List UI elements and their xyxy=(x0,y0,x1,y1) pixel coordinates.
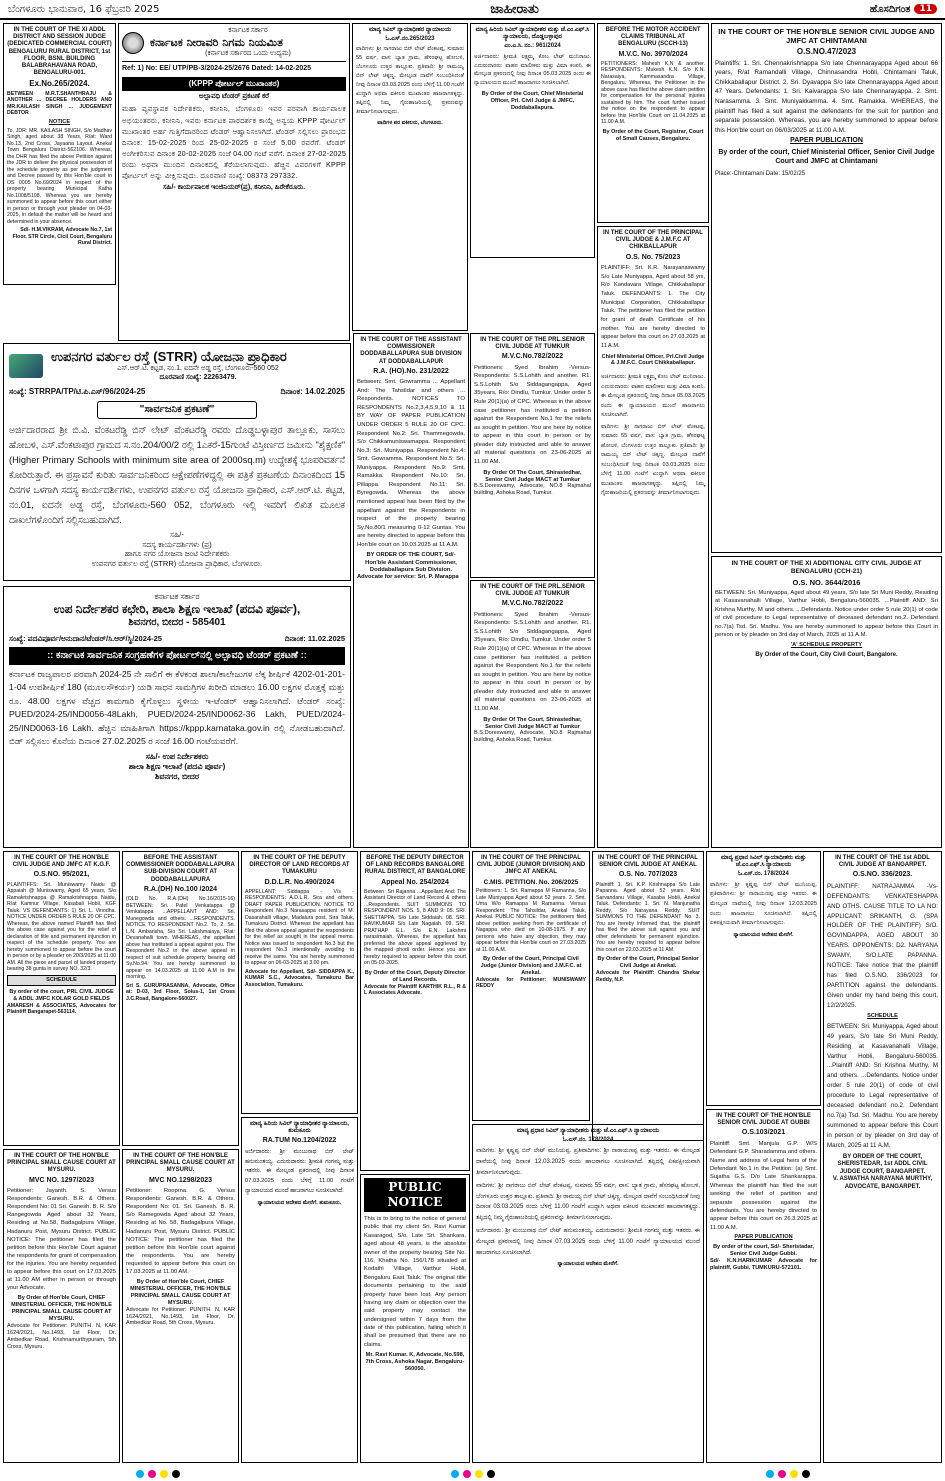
advocate: Advocate for Plaintiff: Chandra Shekar Reddy, N.P. xyxy=(596,970,700,983)
ad-body: This is to bring to the notice of general public that my client Sri. Ravi Kumar Kasaragod, S/o. Late Sri. Shankara, aged about 48 years, is the absolute owner of the property bearing Site No. 116, Khatha No. 156/178 situated at Kodathi Village, Varthur Hobli, Bengaluru East Taluk. The original title documents pertaining to the said property have been lost. Any person having any claim or objection over the said property may contact the undersigned within 7 days from the date of this publication, failing which it shall be presumed that there are no claims. xyxy=(364,1216,466,1348)
ad-bangarpet xyxy=(823,851,942,1463)
ad-tumkur-mvc xyxy=(470,333,595,578)
signature: Chief Ministerial Officer, Prl.Civil Judge & J.M.F.C. Court Chikkaballapur. xyxy=(601,353,705,367)
ad-mysuru-mvc-1 xyxy=(3,1149,120,1463)
case-number: RA.TUM No.1204/2022 xyxy=(262,1137,337,1145)
yellow-dot xyxy=(475,1470,483,1478)
strr-logo-icon xyxy=(9,354,43,378)
advocate: AMARESH & ASSOCIATES, Advocates for Plaintiff Bangarapet-563114. xyxy=(7,1002,116,1015)
cyan-dot xyxy=(766,1470,774,1478)
signature: By order of the court, Sd/- Sheristadar, Senior Civil Judge Gubbi. xyxy=(713,1244,814,1257)
ad-body: Plaintiff: 1. Sri. K.P. Krishnappa S/o Late Papanna. Aged about 52 years. R/at Sarvandanu Village, Kasaba Hobli, Anekal Taluk. Defendants: 1. Sri. N. Manjunatha Reddy, S/o Narayana Reddy. SUIT SUMMONS TO THE DEFENDANT No. 3. You are hereby informed that, the plaintiff has filed the above suit against you and other defendants for permanent injunction. You are hereby required to appear before this court on 22.03.2025 at 11 AM. xyxy=(596,881,700,953)
ad-body: Plaintiffs: 1. Sri. Chennakrishnappa S/o late Chennarayappa Aged about 66 years, R/at Ramandalli Village, Chinnasandra Hobli, Chintamani Taluk, Chikkaballapur District. 2. Sri. Dyavappa S/o late Chennarayappa Aged about 47 Years. Defendants: 1. Sri. Kaivarappa S/o late Chennarayappa. 2. Smt. Narasamma. 3. Smt. Muniyakkamma. 4. Smt. Ramakka. WHEREAS, the plaintiff has filed a suit against the defendants for the suit for partition and separate possession. Whereas, you are hereby summoned to appear before this Hon'ble court on 06/03/2025 at 11.00 A.M. xyxy=(715,59,938,134)
advocate: B.S.Doreswamy, Advocate, NO.8 Rajmahal building, Ashoka Road, Tumkur. xyxy=(474,483,591,497)
sign-line-2: ಶಾಲಾ ಶಿಕ್ಷಣ ಇಲಾಖೆ (ಪದವಿ ಪೂರ್ವ) xyxy=(128,761,226,771)
case-number: MVC NO. 1297/2023 xyxy=(29,1176,94,1184)
masthead xyxy=(0,0,945,20)
signature: By Order of the Court, Registrar, Court of Small Causes, Bengaluru. xyxy=(602,128,704,142)
paper-name xyxy=(870,4,937,15)
magenta-dot xyxy=(778,1470,786,1478)
case-number: O.S.NO.47/2023 xyxy=(796,47,857,56)
public-notice-banner: "ಸಾರ್ವಜನಿಕ ಪ್ರಕಟಣೆ" xyxy=(97,401,257,420)
sign-line-4: ಉಪನಗರ ವರ್ತುಲ ರಸ್ತೆ (STRR) ಯೋಜನಾ ಪ್ರಾಧಿಕಾರ, ಬೆಂಗಳೂರು. xyxy=(91,558,263,568)
tender-heading: (KPPP ಪೋರ್ಟಲ್ ಮುಖಾಂತರ) xyxy=(122,77,346,91)
ad-body: ವಾದಿಗಳು: ಶ್ರೀ ನಾಗರಾಜು ಬಿನ್ ಲೇಟ್ ವೆಂಕಟಪ್ಪ, ಸುಮಾರು 55 ವರ್ಷ, ವಾಸ: ಬ್ಯಾತ ಗ್ರಾಮ, ಹೆಸರಘಟ್ಟ ಹೋಬಳಿ, ಬೆಂಗಳೂರು ಉತ್ತರ ತಾಲ್ಲೂಕು. ಪ್ರತಿವಾದಿ: ಶ್ರೀ ರಾಮಯ್ಯ ಬಿನ್ ಲೇಟ್ ಚಿಕ್ಕಣ್ಣ. ಮೇಲ್ಕಂಡ ದಾವೆಗೆ ಸಂಬಂಧಿಸಿದಂತೆ ನೀವು ದಿನಾಂಕ 03.03.2025 ರಂದು ಬೆಳಿಗ್ಗೆ 11.00 ಗಂಟೆಗೆ ಖುದ್ದಾಗಿ ಅಥವಾ ವಕೀಲರ ಮುಖಾಂತರ ಹಾಜರಾಗತಕ್ಕದ್ದು. ತಪ್ಪಿದಲ್ಲಿ ನಿಮ್ಮ ಗೈರುಹಾಜರಿಯಲ್ಲಿ ಪ್ರಕರಣವನ್ನು ತೀರ್ಮಾನಿಸಲಾಗುವುದು. xyxy=(356,46,465,115)
ref-number: ಸಂಖ್ಯೆ: ಪದವಿಪೂರ್ವ/ಅನುದಾನ/ಟೆಂಡರ್/ಸಿ.ಆರ್/ಸ್ಥಿ/2024-25 xyxy=(9,633,162,643)
parties: BETWEEN M.R.T.SHANTHRAJU & ANOTHER ... DECREE HOLDERS AND MR.KAILASH SINGH ... JUDGEMENT DEBTOR xyxy=(7,90,112,117)
case-number: ಓ.ಎಸ್.ನಂ.265/2023 xyxy=(385,36,435,43)
ad-body: Plaintiff: Smt. Manjula G.P. W/S Defendant G.P. Sharadamma and others. Name and address of Legal heirs of the Defendant No.1 in the Petition: (a) Smt. Sujatha G.S. D/o Late Shankarappa. Whereas the plaintiff has filed the suit seeking the relief of partition and separate possession against the defendants. You are hereby directed to appear before this court on 26.3.2025 at 11.00 A.M. xyxy=(710,1140,817,1231)
ad-ddlr-bangalore-rural xyxy=(360,851,470,1171)
ad-body: PLAINTIFF: Sri. K.R. Narayanaswamy S/o Late Muniyappa, Aged about 58 yrs, R/o Kandavara Village, Chikkaballapur Taluk. DEFENDANTS: 1. The City Municipal Corporation, Chikkaballapur Taluk. The petitioner has filed the petition for grant of death Certificate of his mother. You are hereby directed to appear before this court on 27.03.2025 at 11 A.M. xyxy=(601,264,705,349)
ref-number: ಸಂಖ್ಯೆ: STRRPA/TP/ಟಿ.ಪಿ.ಎಸ್/96/2024-25 xyxy=(9,386,146,396)
ad-header: IN THE COURT OF THE ASSISTANT COMMISSIONER DODDABALLAPURA SUB DIVISION AT DODDABALLAPUR xyxy=(360,337,462,365)
ad-body: Petitioner: Rooprna. G. Versus Respondents: Ganesh. B.R. & Others. Respondent No: 01. Sri. Ganesh. B. R. S/o Ramegowda Aged about 32 Years, Residing at No. 58, Badagalpura Village, Hadanuru Post, Mysuru District. PUBLIC NOTICE: The petitioner has filed the petition before this Hon'ble court against the respondents. You are hereby requested to appear before this court on 17.03.2025 at 11.00 AM. xyxy=(126,1187,235,1276)
ad-header: IN THE COURT OF THE DEPUTY DIRECTOR OF LAND RECORDS AT TUMAKURU xyxy=(249,855,350,876)
signature: By Order of the Court, City Civil Court, Bangalore. xyxy=(755,651,898,658)
ad-ddlr-tumakuru xyxy=(241,851,358,1114)
magenta-dot xyxy=(463,1470,471,1478)
ad-anekal-os xyxy=(592,851,704,1141)
ad-anekal-cmis xyxy=(472,851,590,1121)
advocate: Advocate for Appellant, Sd/- SIDDAPPA K., KUMAR S.C., Advocates, Tumakuru Bar Association, Tumakuru. xyxy=(245,968,354,988)
ad-body: PLAINTIFF: NATRAJAMMA -Vs- DEFENDANTS: VENKATESHAPPA AND OTHS. CAUSE TITLE TO LA NO: APPLICANT: SRIKANTH, G. (SPA HOLDER OF THE PLAINTIFF) S/O. GOVINDAPPA, AGED ABOUT 30 YEARS. OPPONENTS: D2. NARYANA SWAMY, S/O.LATE PAPANNA. NOTICE: Take notice that the plaintiff has filed O.S.NO. 336/2023 for PARTITION against the defendants. Given under my hand being this court, 12/2/2025. xyxy=(827,882,938,1009)
black-dot xyxy=(172,1470,180,1478)
ad-kannada-tumakuru xyxy=(241,1117,358,1463)
case-number: O.S. No. 75/2023 xyxy=(625,253,681,261)
signature: By Order of the Court, Principal Civil Judge (Junior Division) and J.M.F.C. at Anekal. xyxy=(480,956,582,977)
ad-body: Petitioners: Syed Ibrahim -Versus- Respondents: S.S.Lohith and another. R1. S.S.Lohith S/o Siddagangappa, Aged 35years, R/o: Dindlu, Tumkur. Under order 5 Rule 20(1)(a) of CPC. Whereas in the above case petitioner has instituted a petition against the Respondent No.1 for the reliefs as sought in petition. You are here by notice to appear in this court in person or by pleader duly instructed and able to answer all material questions on 23-06-2025 at 11.00 AM. xyxy=(474,611,591,712)
ad-kgf-court xyxy=(3,851,120,1146)
cyan-dot xyxy=(136,1470,144,1478)
ad-body: ಅರ್ಜಿದಾರರಾದ ಶ್ರೀ ಬಿ.ವಿ. ವೆಂಕಟರೆಡ್ಡಿ ಬಿನ್ ಲೇಟ್ ವೆಂಕಟರೆಡ್ಡಿ ರವರು ದೊಡ್ಡಬಳ್ಳಾಪುರ ತಾಲ್ಲೂಕು, ಸಾಸಲು ಹೋಬಳಿ, ಎಸ್.ವೆಂಕಟಾಪುರ ಗ್ರಾಮದ ಸ.ನಂ.204/00/2 ರಲ್ಲಿ 1ಎಕರೆ-15ಗುಂಟೆ ವಿಸ್ತೀರ್ಣದ ಜಮೀನು "ಶೈಕ್ಷಣಿಕ" (Higher Primary Schools with minimum site area of 2000sq.m) ಉದ್ದೇಶಕ್ಕೆ ಭೂಪರಿವರ್ತನೆ ಕೋರಿರುತ್ತಾರೆ. ಈ ಪ್ರಸ್ತಾವನೆ ಕುರಿತು ಸಾರ್ವಜನಿಕರಿಂದ ಆಕ್ಷೇಪಣೆಗಳಿದ್ದಲ್ಲಿ ಈ ಪತ್ರಿಕೆ ಪ್ರಕಟಣೆಯ ದಿನಾಂಕದಿಂದ 15 ದಿನಗಳ ಒಳಗಾಗಿ ಸದಸ್ಯ ಕಾರ್ಯದರ್ಶಿಗಳು, ಉಪನಗರ ವರ್ತುಲ ರಸ್ತೆ ಯೋಜನಾ ಪ್ರಾಧಿಕಾರ, ಎಸ್.ಆರ್.ಟಿ. ಕಟ್ಟಡ, ನಂ.01, ಐದನೇ ಅಡ್ಡ ರಸ್ತೆ, ಬೆಂಗಳೂರು-560 052, ಬೆಂಗಳೂರು ಇಲ್ಲಿ ಇವರಿಗೆ ಲಿಖಿತ ಮೂಲಕ ದಾಖಲೆಗಳೊಂದಿಗೆ ಸಲ್ಲಿಸಬಹುದಾಗಿದೆ. xyxy=(9,425,345,525)
case-number: ಓ.ಎಸ್.ನಂ. 178/2024 xyxy=(738,871,789,878)
ad-body: ಅರ್ಜಿದಾರರು: ಶ್ರೀಮತಿ ಲಕ್ಷ್ಮಮ್ಮ ಕೋಂ ಲೇಟ್ ಮುನಿರಾಜು. ಎದುರುದಾರರು: ವಾಹನ ಮಾಲೀಕರು ಮತ್ತು ವಿಮಾ ಕಂಪನಿ. ಈ ಮೇಲ್ಕಂಡ ಪ್ರಕರಣದಲ್ಲಿ ನೀವು ದಿನಾಂಕ 05.03.2025 ರಂದು ಈ ನ್ಯಾಯಾಲಯದ ಮುಂದೆ ಹಾಜರಾಗಲು ಸೂಚಿಸಲಾಗಿದೆ. xyxy=(474,53,591,87)
state-emblem-icon xyxy=(122,32,144,54)
ref-date: ದಿನಾಂಕ: 11.02.2025 xyxy=(284,633,345,643)
case-number: MVC NO.1298/2023 xyxy=(148,1176,213,1184)
advocate: Advocate for service: Sri. P. Marappa xyxy=(357,574,459,581)
org-subtitle: (ಕರ್ನಾಟಕ ಸರ್ಕಾರದ ಒಂದು ಉದ್ಯಮ) xyxy=(205,49,291,57)
ad-body: Between: Sri Rajanna ...Appellant And: The Assistant Director of Land Record & others ...Respondents. SUIT SUMMONS TO RESPONDENT NOS. 5, 8 AND 9: 05. SRI. SHETTAPPA, S/o Late Siddaiah. 08. SRI. RAVIKUMAR S/o Late Nagaiah. 09. SRI. PRATHAP E.L. S/o E.N. Lakshmi narasimaiah. Whereas, the appellant has preferred the above appeal aggrieved by the mapped phodi order. Hence you are hereby required to appear before this court on 05-03-2025. xyxy=(364,888,466,967)
ad-court-kolar xyxy=(3,23,116,285)
signature: By Order of the Court, Chief Ministerial Officer, Prl. Civil Judge & JMFC, Doddaballapura. xyxy=(481,91,584,112)
tender-sub: ಅಲ್ಪಾವಧಿ ಟೆಂಡರ್ ಪ್ರಕಟಣೆ ಕರೆ xyxy=(198,93,270,100)
ad-header: IN THE COURT OF THE XI ADDITIONAL CITY CIVIL JUDGE AT BENGALURU (CCH-21) xyxy=(731,560,922,575)
advocate: Advocate for Petitioner: PUNITH. N, KAR 1624/2021, No.1493, 1st Floor, Dr. Ambedkar Road, 5th Cross, Mysuru. xyxy=(126,1306,235,1327)
ad-gubbi xyxy=(706,1109,821,1463)
signature: ನ್ಯಾಯಾಲಯದ ಆದೇಶದ ಮೇರೆಗೆ. xyxy=(557,1261,619,1268)
cmyk-dots-center xyxy=(451,1470,495,1478)
cyan-dot xyxy=(451,1470,459,1478)
gov-label: ಕರ್ನಾಟಕ ಸರ್ಕಾರ xyxy=(154,592,200,601)
ad-body-extra-2: ವಾದಿಗಳು: ಶ್ರೀ ನಾಗರಾಜು ಬಿನ್ ಲೇಟ್ ವೆಂಕಟಪ್ಪ, ಸುಮಾರು 55 ವರ್ಷ, ವಾಸ: ಬ್ಯಾತ ಗ್ರಾಮ, ಹೆಸರಘಟ್ಟ ಹೋಬಳಿ, ಬೆಂಗಳೂರು ಉತ್ತರ ತಾಲ್ಲೂಕು. ಪ್ರತಿವಾದಿ: ಶ್ರೀ ರಾಮಯ್ಯ ಬಿನ್ ಲೇಟ್ ಚಿಕ್ಕಣ್ಣ. ಮೇಲ್ಕಂಡ ದಾವೆಗೆ ಸಂಬಂಧಿಸಿದಂತೆ ನೀವು ದಿನಾಂಕ 03.03.2025 ರಂದು ಬೆಳಿಗ್ಗೆ 11.00 ಗಂಟೆಗೆ ಖುದ್ದಾಗಿ ಅಥವಾ ವಕೀಲರ ಮುಖಾಂತರ ಹಾಜರಾಗತಕ್ಕದ್ದು. ತಪ್ಪಿದಲ್ಲಿ ನಿಮ್ಮ ಗೈರುಹಾಜರಿಯಲ್ಲಿ ಪ್ರಕರಣವನ್ನು ತೀರ್ಮಾನಿಸಲಾಗುವುದು. xyxy=(601,423,705,497)
ad-body: BETWEEN: Sri. Muniyappa, Aged about 49 years, S/o late Sri Muni Reddy, Residing at Kasavanahalli Village, Varthur Hobli, Bengaluru-560035. ...Plaintiff AND: Sri Krishna Murthy, M and others. ...Defendants. Notice under order 5 rule 20(1) of code of civil procedure to Legal representative of deceased defendant no.2. Defendant no.7(a) Tsd. Sri. Madhu. You are hereby summoned to appear before this Court in person or by pleader on 3rd day of March, 2025 at 11 A.M. xyxy=(715,589,938,639)
sign-line-2: ಸದಸ್ಯ ಕಾರ್ಯದರ್ಶಿಗಳು (ಪ್ರ) xyxy=(142,539,212,549)
case-number: O.S. NO. 3644/2016 xyxy=(792,577,861,587)
advocate: B.S.Doreswamy, Advocate, NO.8 Rajmahal building, Ashoka Road, Tumkur. xyxy=(474,730,591,744)
advocate: Sd/- H.M.VIKRAM, Advocate No.7, 1st Floor, STR Circle, Cicil Court, Bengaluru Rural District. xyxy=(12,227,112,247)
cmyk-dots-left xyxy=(136,1470,180,1478)
ad-ac-doddaballapur xyxy=(353,333,469,848)
ad-header: IN THE COURT OF THE HON'BLE SENIOR CIVIL JUDGE AT GUBBI xyxy=(716,1113,811,1127)
sign-line-1: ಸಹಿ/- ಉಪ ನಿರ್ದೇಶಕರು xyxy=(145,751,209,761)
place-date: Place:-Chintamani Date: 15/02/25 xyxy=(715,170,806,177)
black-dot xyxy=(487,1470,495,1478)
signature: ವಾದಿಗಳ ಪರ ವಕೀಲರು, ಬೆಂಗಳೂರು. xyxy=(377,119,443,126)
advocate: Advocate for Petitioner: PUNITH. N, KAR 1624/2021, No.1493, 1st Floor, Dr. Ambedkar Road, Krishnamurthypuram, 5th Cross, Mysuru. xyxy=(7,1322,116,1350)
case-number: O.S.NO. 95/2021, xyxy=(33,871,90,879)
signature: By Order of Hon'ble Court, CHIEF MINISTERIAL OFFICER, THE HON'BLE PRINCIPAL SMALL CAUSE COURT AT MYSURU. xyxy=(130,1279,231,1306)
case-number: ಎಂ.ಎ.ಸಿ. ನಂ.: 961/2024 xyxy=(504,43,561,50)
ad-mysuru-mvc-2 xyxy=(122,1149,239,1463)
ad-mact xyxy=(597,23,709,223)
signature: ನ್ಯಾಯಾಲಯದ ಆದೇಶದ ಮೇರೆಗೆ, ತುಮಕೂರು. xyxy=(257,1199,342,1206)
ad-body: ಅರ್ಜಿದಾರರು: ಶ್ರೀ ಮಂಜುನಾಥ ಬಿನ್ ಲೇಟ್ ಹನುಮಂತಯ್ಯ. ಎದುರುದಾರರು: ಶ್ರೀಮತಿ ಗಂಗಮ್ಮ ಮತ್ತು ಇತರರು. ಈ ಮೇಲ್ಕಂಡ ಪ್ರಕರಣದಲ್ಲಿ ನೀವು ದಿನಾಂಕ 07.03.2025 ರಂದು ಬೆಳಿಗ್ಗೆ 11.00 ಗಂಟೆಗೆ ನ್ಯಾಯಾಲಯದ ಮುಂದೆ ಹಾಜರಾಗಲು ಸೂಚಿಸಲಾಗಿದೆ. xyxy=(245,1148,354,1195)
yellow-dot xyxy=(790,1470,798,1478)
signature: By order of the court, Chief Ministerial Officer, Senior Civil Judge Court and JMFC at Chintamani xyxy=(718,149,935,165)
sign-line-3: ಹಾಗೂ ನಗರ ಯೋಜನಾ ಜಂಟಿ ನಿರ್ದೇಶಕರು xyxy=(124,549,230,559)
case-number: O.S.103/2021 xyxy=(741,1129,786,1137)
magenta-dot xyxy=(148,1470,156,1478)
ad-body: PETITIONERS: Mahesh K.N & another. RESPONDENTS: Mukesh K.N. S/o K.N. Narasaiya, Kammasandra Village, Bengaluru. Whereas, the Petitioner in the above case has filed the above claim petition for compensation for the personal injuries sustained by him. The court further issued the notice on the respondent to appear before this Hon'ble Court on 11.04.2025 at 11.00 A.M. xyxy=(601,60,705,126)
ad-header: IN THE COURT OF THE PRINCIPAL CIVIL JUDGE & J.M.F.C AT CHIKBALLAPUR xyxy=(603,230,703,251)
strr-address: ಎಸ್.ಆರ್.ಟಿ. ಕಟ್ಟಡ, ನಂ.1, ಐದನೇ ಅಡ್ಡ ರಸ್ತೆ, ಬೆಂಗಳೂರು-560 052 xyxy=(117,365,279,373)
ad-chikballapur xyxy=(597,226,709,848)
case-number: Ex.No.265/2024. xyxy=(29,79,90,89)
advocate: Sri S. GURUPRASANNA, Advocate, Office at: D-03, 3rd Floor, Solus-1, 1st Cross J.C.Road, Bangalore-560027. xyxy=(126,982,235,1002)
advocate: V. ASWATHA NARAYANA MURTHY, ADVOCATE, BANGARPET. xyxy=(832,1176,933,1190)
ad-ac-doddaballapura-2 xyxy=(122,851,239,1146)
signature: By Order Of The Court, Shirastedhar, Senior Civil Judge MACT at Tumkur xyxy=(483,716,582,730)
case-number: M.V.C. No. 3970/2024 xyxy=(618,50,688,58)
ad-body-extra: ವಾದಿಗಳು: ಶ್ರೀ ನಾಗರಾಜು ಬಿನ್ ಲೇಟ್ ವೆಂಕಟಪ್ಪ, ಸುಮಾರು 55 ವರ್ಷ, ವಾಸ: ಬ್ಯಾತ ಗ್ರಾಮ, ಹೆಸರಘಟ್ಟ ಹೋಬಳಿ, ಬೆಂಗಳೂರು ಉತ್ತರ ತಾಲ್ಲೂಕು. ಪ್ರತಿವಾದಿ: ಶ್ರೀ ರಾಮಯ್ಯ ಬಿನ್ ಲೇಟ್ ಚಿಕ್ಕಣ್ಣ. ಮೇಲ್ಕಂಡ ದಾವೆಗೆ ಸಂಬಂಧಿಸಿದಂತೆ ನೀವು ದಿನಾಂಕ 03.03.2025 ರಂದು ಬೆಳಿಗ್ಗೆ 11.00 ಗಂಟೆಗೆ ಖುದ್ದಾಗಿ ಅಥವಾ ವಕೀಲರ ಮುಖಾಂತರ ಹಾಜರಾಗತಕ್ಕದ್ದು. ತಪ್ಪಿದಲ್ಲಿ ನಿಮ್ಮ ಗೈರುಹಾಜರಿಯಲ್ಲಿ ಪ್ರಕರಣವನ್ನು ತೀರ್ಮಾನಿಸಲಾಗುವುದು. xyxy=(476,1182,701,1222)
ad-body: APPELLANT: Siddappa - V/s - RESPONDENTS: A.D.L.R. Sira and others. DRAFT PAPER PUBLICATION. NOTICE TO Respondent No.3 Narasappa resident of M. Dasarahalli village, Madalura post, Sira Taluk, Tumakuru District. Whereas the appellant has filed the above appeal against the respondents for the relief as sought in the appeal memo. Notice was issued to respondent No.3 but the respondent No.3 intentionally avoiding to receive the same. You are hereby summoned to appear on 06-03-2025 at 3.00 pm. xyxy=(245,888,354,967)
ad-body: Petitioners: 1. Sri. Ramappa M Ramanna, S/o Late Muniyappa Aged about 52 years. 2. Smt. Uma W/o Ramappa M Ramanna. Versus Respondent: The Tahsildar, Anekal Taluk, Anekal. PUBLIC NOTICE: The petitioners filed above petition seeking from the certificate of Nagappa who died on 10-08-1975. If any persons who have any objection, they may appear before this Hon'ble court on 27.03.2025 at 11.00 A.M. xyxy=(476,888,586,953)
ad-school-education xyxy=(3,586,351,848)
ad-header: IN THE COURT OF THE PRL.SENIOR CIVIL JUDGE AT TUMKUR xyxy=(480,337,585,351)
page-number: 11 xyxy=(914,4,937,14)
ad-body: PLAINTIFFS: Sri. Muniswamy Naidu @ Appaiah @ Muniswamy, Aged 65 years, S/o Ramakrishnappa @ Ramakrishnappa Naidu, R/at Kamnur Village, Kasabali Hobli, KGF Taluk. VS DEFENDANTS: 1) Sri. L. Vinodha. NOTICE UNDER ORDER 5 RULE 20 OF CPC. Whereas, the above named Plaintiff has filed the above case against you for the relief of declaration of title and permanent injunction in respect of the schedule property. You are hereby summoned to appear before the court in person or by a pleader on 20/3/2025 at 11.00 AM. All the piece and parcel of landed property bearing 38 gunta in survey NO. 32/3. xyxy=(7,881,116,973)
section-title: ಜಾಹೀರಾತು xyxy=(490,1,539,17)
ad-header: BEFORE THE MOTOR ACCIDENT CLAIMS TRIBUNAL AT BENGALURU (SCCH-13) xyxy=(605,27,701,48)
org-title: ಕರ್ನಾಟಕ ನೀರಾವರಿ ನಿಗಮ ನಿಯಮಿತ xyxy=(150,35,283,49)
signature: By Order of Hon'ble Court, CHIEF MINISTERIAL OFFICER, THE HON'BLE PRINCIPAL SMALL CAUSE COURT AT MYSURU. xyxy=(11,1295,112,1322)
office-title: ಉಪ ನಿರ್ದೇಶಕರ ಕಛೇರಿ, ಶಾಲಾ ಶಿಕ್ಷಣ ಇಲಾಖೆ (ಪದವಿ ಪೂರ್ವ), xyxy=(53,602,301,616)
signature: BY ORDER OF THE COURT, Sd/- Hon'ble Assistant Commissioner, Doddaballapura Sub Division. xyxy=(365,552,457,573)
ad-xi-city-civil xyxy=(711,556,942,848)
strr-ref-line xyxy=(9,387,345,397)
strr-title: ಉಪನಗರ ವರ್ತುಲ ರಸ್ತೆ (STRR) ಯೋಜನಾ ಪ್ರಾಧಿಕಾರ xyxy=(51,349,287,364)
ad-header: ಮಾನ್ಯ ಹಿರಿಯ ಸಿವಿಲ್ ನ್ಯಾಯಾಧೀಶರ ಮತ್ತು ಜೆ.ಎಂ.ಎಫ್.ಸಿ ನ್ಯಾಯಾಲಯ, ದೊಡ್ಡಬಳ್ಳಾಪುರ xyxy=(475,27,590,41)
ref-line xyxy=(9,634,345,643)
signature: BY ORDER OF THE COURT, SHERISTEDAR, 1st ADDL CIVIL JUDGE COURT, BANGARPET. xyxy=(837,1153,928,1175)
sign-line-1: ಸಹಿ/- xyxy=(170,530,184,540)
case-number: ಓ.ಎಸ್.ನಂ. 178/2024 xyxy=(562,1137,614,1144)
office-address: ಶಿವನಗರ, ಬೀದರ - 585401 xyxy=(128,617,226,628)
ad-body: ಮಹಾ ವ್ಯವಸ್ಥಾಪಕ ನಿರ್ದೇಶಕರು, ಕನೀನಿನಿ, ಬೆಂಗಳೂರು ಇವರ ಪರವಾಗಿ ಕಾರ್ಯಪಾಲಕ ಅಭಿಯಂತರರು, ಕನೀನಿನಿ, ಇವರು ಕರ್ನಾಟಕ ಪಾರದರ್ಶಕ ಕಾಯ್ದೆ ಅನ್ವಯ KPPP ಪೋರ್ಟಲ್ ಮುಖಾಂತರ ಅರ್ಹ ಗುತ್ತಿಗೆದಾರರಿಂದ ಟೆಂಡರ್ ಆಹ್ವಾನಿಸಲಾಗಿದೆ. ಟೆಂಡರ್ ಸಲ್ಲಿಸಲು ಪ್ರಾರಂಭದ ದಿನಾಂಕ: 15-02-2025 ರಿಂದ 25-02-2025 ರ ಸಂಜೆ 5.00 ರವರೆಗೆ. ಟೆಂಡರ್ ಅಂಗೀಕರಿಸುವ ದಿನಾಂಕ 20-02-2025 ಸಂಜೆ 04.00 ಗಂಟೆ ವರೆಗೆ. ದಿನಾಂಕ 27-02-2025 ರಂದು ಅಥವಾ ಮುಂದಿನ ದಿನಾಂಕದಲ್ಲಿ ತೆರೆಯಲಾಗುವುದು. ಹೆಚ್ಚಿನ ವಿವರಗಳಿಗೆ KPPP ಪೋರ್ಟಲ್ ಅನ್ನು ವೀಕ್ಷಿಸುವುದು. ದೂರವಾಣಿ ಸಂಖ್ಯೆ: 08373 297332. xyxy=(122,104,347,181)
case-number: C.MIS. PETITION. No. 206/2025 xyxy=(483,878,579,886)
schedule-body: BETWEEN: Sri. Muniyappa, Aged about 49 years, S/o late Sri Muni Reddy, Residing at Kasavanahalli Village, Varthur Hobli, Bengaluru-560035. ...Plaintiff AND: Sri Krishna Murthy, M and others. ...Defendants. Notice under order 5 rule 20(1) of code of civil procedure to Legal representative of deceased defendant no.2. Defendant no.7(a) Tsd. Sri. Madhu. You are hereby summoned to appear before this Court in person or by pleader on 3rd day of March, 2025 at 11 A.M. xyxy=(827,1022,938,1149)
signature: ಸಹಿ/- ಕಾರ್ಯಪಾಲಕ ಇಂಜಿನಿಯರ್(ಪ್ರ), ಕನೀನಿನಿ, ಹಿರೇಕೆರೂರು. xyxy=(162,184,306,192)
schedule-label: SCHEDULE xyxy=(7,975,116,986)
ad-body: ಕರ್ನಾಟಕ ರಾಜ್ಯಪಾಲರ ಪರವಾಗಿ 2024-25 ನೇ ಸಾಲಿಗೆ ಈ ಕೆಳಕಂಡ ಶಾಲಾ/ಕಾಲೇಜುಗಳ ಲೆಕ್ಕ ಶೀರ್ಷಿಕೆ 4202-01-201-1-04 ಉಪಶೀರ್ಷಿಕೆ 180 (ಮೂಲಸೌಕರ್ಯ) ಯಡಿ ಸಾಧನ ಸಾಮಗ್ರಿಗಳ ಖರೀದಿ ಮಾಡಲು 16.00 ಲಕ್ಷಗಳ ಮೊತ್ತಕ್ಕೆ ಮತ್ತು ರೂ. 48.00 ಲಕ್ಷಗಳ ವೆಚ್ಚದ ಕಾಮಗಾರಿ ಕೈಗೊಳ್ಳಲು ಸ್ಥಳೀಯ ಇ-ಟೆಂಡರ್ ಆಹ್ವಾನಿಸಲಾಗಿದೆ. ಟೆಂಡರ್ ಸಂಖ್ಯೆ: PUED/2024-25/IND0056-48Lakh, PUED/2024-25/IND0062-36 Lakh, PUED/2024-25/IND0063-16 Lakh. ಹೆಚ್ಚಿನ ಮಾಹಿತಿಗಾಗಿ https://kppp.karnataka.gov.in ರಲ್ಲಿ ನೋಡಬಹುದಾಗಿದೆ. ಬಿಡ್ ಸಲ್ಲಿಸಲು ಕೊನೆಯ ದಿನಾಂಕ 27.02.2025 ರ ಸಂಜೆ 16.00 ಗಂಟೆಯವರೆಗೆ. xyxy=(9,668,345,747)
ad-header: IN THE COURT OF THE PRL.SENIOR CIVIL JUDGE AT TUMKUR xyxy=(480,584,585,598)
ad-body: Petitioners: Syed Ibrahim -Versus- Respondents: S.S.Lohith and another. R1. S.S.Lohith S/o Siddagangappa, Aged 35years, R/o: Dindlu, Tumkur. Under order 5 Rule 20(1)(a) of CPC. Whereas in the above case petitioner has instituted a petition against the Respondent No.1 for the reliefs as sought in petition. You are here by notice to appear in this court in person or by pleader duly instructed and able to answer all material questions on 23-06-2025 at 11.00 AM. xyxy=(474,364,591,465)
ad-header: BEFORE THE ASSISTANT COMMISSIONER DODDABALLAPURA SUB-DIVISION COURT AT DODDABALLAPURA xyxy=(126,855,235,883)
schedule-label: 'A' SCHEDULE PROPERTY xyxy=(790,641,863,648)
ad-body: Between: Smt. Gowramma ... Appellant And: The Tahsildar and others ... Respondents. NOTICES TO RESPONDENTS No.2,3,4,5,9,10 & 11 BY WAY OF PAPER PUBLICATION UNDER ORDER 5 RULE 20 OF CPC. Respondent No.2: Sri. Thammegowda, S/o Chikkamuniswamappa. Respondent No.3: Sri. Muniyappa. Respondent No.4: Smt. Gowramma. Respondent No.5: Sri. Muniyappa. Respondent No.9: Smt. Ramakka. Respondent No.10: Sri. Pillappa. Respondent No.11: Sri. Byregowda. Whereas the above mentioned appeal has been filed by the appellant against the Respondents in respect of the property bearing Sy.No.80/1 measuring 0-12 Guntas. You are hereby directed to appear before this Hon'ble court on 10.03.2025 at 11 A.M. xyxy=(357,379,465,548)
ad-body-extra: ಅರ್ಜಿದಾರರು: ಶ್ರೀಮತಿ ಲಕ್ಷ್ಮಮ್ಮ ಕೋಂ ಲೇಟ್ ಮುನಿರಾಜು. ಎದುರುದಾರರು: ವಾಹನ ಮಾಲೀಕರು ಮತ್ತು ವಿಮಾ ಕಂಪನಿ. ಈ ಮೇಲ್ಕಂಡ ಪ್ರಕರಣದಲ್ಲಿ ನೀವು ದಿನಾಂಕ 05.03.2025 ರಂದು ಈ ನ್ಯಾಯಾಲಯದ ಮುಂದೆ ಹಾಜರಾಗಲು ಸೂಚಿಸಲಾಗಿದೆ. xyxy=(601,374,705,419)
ad-tumkur-mvc-2 xyxy=(470,580,595,848)
notice-label: NOTICE xyxy=(48,118,71,125)
case-number: O.S. No. 707/2023 xyxy=(618,871,678,879)
gov-label: ಕರ್ನಾಟಕ ಸರ್ಕಾರ xyxy=(228,27,268,34)
schedule-label: SCHEDULE xyxy=(867,1012,898,1019)
ad-header: ಮಾನ್ಯ ಪ್ರಧಾನ ಸಿವಿಲ್ ನ್ಯಾಯಾಧೀಶರು ಮತ್ತು ಜೆ.ಎಂ.ಎಫ್.ಸಿ ನ್ಯಾಯಾಲಯ xyxy=(516,1128,660,1134)
signature xyxy=(9,530,345,568)
sign-line-3: ಶಿವನಗರ, ಬೀದರ xyxy=(154,771,200,781)
kgov-header xyxy=(122,27,346,62)
yellow-dot xyxy=(160,1470,168,1478)
registration-marks xyxy=(0,1466,945,1481)
ad-header: IN THE COURT OF THE PRINCIPAL CIVIL JUDGE (JUNIOR DIVISION) AND JMFC AT ANEKAL xyxy=(476,855,586,876)
ad-header: ಮಾನ್ಯ ಸಿವಿಲ್ ನ್ಯಾಯಾಧೀಶರ ನ್ಯಾಯಾಲಯ xyxy=(369,27,451,33)
date-line: ಬೆಂಗಳೂರು ಭಾನುವಾರ, 16 ಫೆಬ್ರವರಿ 2025 xyxy=(8,3,160,15)
tender-banner: :: ಕರ್ನಾಟಕ ಸಾರ್ವಜನಿಕ ಸಂಗ್ರಹಣೆಗಳ ಪೋರ್ಟಲ್‌ನಲ್ಲಿ ಅಲ್ಪಾವಧಿ ಟೆಂಡರ್ ಪ್ರಕಟಣೆ :: xyxy=(9,647,345,665)
ad-kannada-court-1 xyxy=(352,23,468,331)
ad-strr xyxy=(3,343,351,581)
signature: By Order of the Court, Deputy Director of Land Records. xyxy=(364,969,466,983)
ad-header: ಮಾನ್ಯ ಪ್ರಧಾನ ಸಿವಿಲ್ ನ್ಯಾಯಾಧೀಶರು ಮತ್ತು ಜೆ.ಎಂ.ಎಫ್.ಸಿ ನ್ಯಾಯಾಲಯ xyxy=(720,855,807,869)
ad-header: IN THE COURT OF THE PRINCIPAL SENIOR CIVIL JUDGE AT ANEKAL xyxy=(598,855,698,869)
paper-publication-label: PAPER PUBLICATION xyxy=(790,137,863,145)
strr-phone: ದೂರವಾಣಿ ಸಂಖ್ಯೆ: 22263479. xyxy=(159,374,237,381)
advocate: Sd/- K.N.HARIKUMAR Advocate for plaintiff, Gubbi, TUMKURU-572101. xyxy=(710,1257,817,1271)
ad-body: ವಾದಿಗಳು: ಶ್ರೀ ಕೃಷ್ಣಪ್ಪ ಬಿನ್ ಲೇಟ್ ಮುನಿಯಪ್ಪ. ಪ್ರತಿವಾದಿಗಳು: ಶ್ರೀ ನಾರಾಯಣಪ್ಪ ಮತ್ತು ಇತರರು. ಈ ಮೇಲ್ಕಂಡ ದಾವೆಯಲ್ಲಿ ನೀವು ದಿನಾಂಕ 12.03.2025 ರಂದು ಹಾಜರಾಗಲು ಸೂಚಿಸಲಾಗಿದೆ. ತಪ್ಪಿದಲ್ಲಿ ಏಕಪಕ್ಷೀಯವಾಗಿ ತೀರ್ಮಾನಿಸಲಾಗುವುದು. xyxy=(476,1148,700,1176)
signature: Mr. Ravi Kumar. K, Advocate, No.598, 7th Cross, Ashoka Nagar, Bengaluru-560050. xyxy=(365,1352,465,1373)
ad-header: IN THE COURT OF THE HON'BLE PRINCIPAL SMALL CAUSE COURT AT MYSURU. xyxy=(7,1153,116,1174)
paper-publication-label: PAPER PUBLICATION xyxy=(734,1234,793,1241)
signature: By order of the court, PRL CIVIL JUDGE & ADDL JMFC KOLAR GOLD FIELDS xyxy=(9,988,114,1002)
advocate: Advocate for Plaintiff KARTHIK R.L., R & L Associates Advocate. xyxy=(364,983,466,997)
ad-chintamani xyxy=(711,23,942,553)
case-number: R.A.(DH) No.100 /2024 xyxy=(143,885,218,893)
strr-header xyxy=(9,349,345,383)
public-notice-title: PUBLIC NOTICE xyxy=(364,1178,466,1212)
case-number: M.V.C.No.782/2022 xyxy=(501,353,564,361)
black-dot xyxy=(802,1470,810,1478)
ad-body: To, JDR: MR. KAILASH SINGH, S/o Madhav Singh, aged about 38 Years, R/at: Ward No.13, 2nd Cross, Jayaana Layout, Anekal Town Bengaluru District-562106. Whereas, the DHR has filed the above Petition against the JDR to deliver the physical possession of the schedule property as per the judgment and Decree passed by this Hon'ble court in OS 0005 No.69/2024 in respect of the property bearing Municipal Katha No.1008/5108. Whereas you are hereby summoned to appear before this court either in person or through your pleader on 04-03-2025, in default the matter will be heard and determined in your absence. xyxy=(7,127,112,225)
ad-header: IN THE COURT OF THE XI ADDL DISTRICT AND SESSION JUDGE (DEDICATED COMMERCIAL COURT) BENGALURU RURAL DISTRICT, 1st FLOOR, BSNL BUILDING BALABRAHAVANA ROAD, BENGALURU-001. xyxy=(7,27,112,77)
ad-body: (OLD No. R.A.(DH) No.16/2015-16) BETWEEN: Sri. Patel Venkatappa @ Venkatappa ...APPELLANT AND: Sri. Munegowda and others. ...RESPONDENTS. NOTICE TO RESPONDENT No.2. To, 2. Sri. L.N. Ambarisha, S/o Sri. Lakshmaiaya, R/at: Devanahalli town. WHEREAS, the appellant above has instituted a appeal against you. The Respondent No.2 in the above appeal in respect of suit schedule property bearing old Sy.No.94. You are hereby summoned to appear on 14.03.2025 at 11.00 A.M in the morning. xyxy=(126,896,235,981)
signature: By Order Of The Court, Shirastedhar, Senior Civil Judge MACT at Tumkur xyxy=(483,469,582,483)
ref-line: Ref: 1) No: EE/ UTP/PB-3/2024-25/2676 Dated: 14-02-2025 xyxy=(122,65,312,73)
paper-title: ಹೊಸದಿಗಂತ xyxy=(869,3,911,15)
ad-header: IN THE COURT OF THE HON'BLE PRINCIPAL SMALL CAUSE COURT AT MYSURU. xyxy=(126,1153,235,1174)
ad-header: IN THE COURT OF THE 1st ADDL CIVIL JUDGE AT BANGARPET. xyxy=(835,855,930,869)
ad-kannada-column xyxy=(706,851,821,1106)
ad-header: IN THE COURT OF THE HON'BLE SENIOR CIVIL JUDGE AND JMFC AT CHINTAMANI xyxy=(718,27,935,45)
case-number: M.V.C.No.782/2022 xyxy=(501,600,564,608)
case-number: R.A. (HO).No. 231/2022 xyxy=(373,367,449,375)
ref-date: ದಿನಾಂಕ: 14.02.2025 xyxy=(280,386,345,396)
case-number: D.D.L.R. No.490/2024 xyxy=(264,878,335,886)
ad-body-extra-2: ಅರ್ಜಿದಾರರು: ಶ್ರೀ ಮಂಜುನಾಥ ಬಿನ್ ಲೇಟ್ ಹನುಮಂತಯ್ಯ. ಎದುರುದಾರರು: ಶ್ರೀಮತಿ ಗಂಗಮ್ಮ ಮತ್ತು ಇತರರು. ಈ ಮೇಲ್ಕಂಡ ಪ್ರಕರಣದಲ್ಲಿ ನೀವು ದಿನಾಂಕ 07.03.2025 ರಂದು ಬೆಳಿಗ್ಗೆ 11.00 ಗಂಟೆಗೆ ನ್ಯಾಯಾಲಯದ ಮುಂದೆ ಹಾಜರಾಗಲು ಸೂಚಿಸಲಾಗಿದೆ. xyxy=(476,1227,700,1256)
ad-body: ವಾದಿಗಳು: ಶ್ರೀ ಕೃಷ್ಣಪ್ಪ ಬಿನ್ ಲೇಟ್ ಮುನಿಯಪ್ಪ. ಪ್ರತಿವಾದಿಗಳು: ಶ್ರೀ ನಾರಾಯಣಪ್ಪ ಮತ್ತು ಇತರರು. ಈ ಮೇಲ್ಕಂಡ ದಾವೆಯಲ್ಲಿ ನೀವು ದಿನಾಂಕ 12.03.2025 ರಂದು ಹಾಜರಾಗಲು ಸೂಚಿಸಲಾಗಿದೆ. ತಪ್ಪಿದಲ್ಲಿ ಏಕಪಕ್ಷೀಯವಾಗಿ ತೀರ್ಮಾನಿಸಲಾಗುವುದು. xyxy=(710,881,817,927)
ad-kgov-tender xyxy=(118,23,350,341)
ad-header: BEFORE THE DEPUTY DIRECTOR OF LAND RECORDS BANGALORE RURAL DISTRICT, AT BANGALORE xyxy=(364,855,466,876)
ad-kannada-court-2 xyxy=(470,23,595,258)
ad-kannada-anekal xyxy=(472,1124,704,1463)
signature: ನ್ಯಾಯಾಲಯದ ಆದೇಶದ ಮೇರೆಗೆ. xyxy=(733,932,794,938)
case-number: Appeal No. 254/2024 xyxy=(381,878,449,886)
signature: By Order of the Court, Principal Senior Civil Judge at Anekal. xyxy=(597,956,699,970)
case-number: O.S.NO. 336/2023. xyxy=(852,871,913,879)
cmyk-dots-right xyxy=(766,1470,810,1478)
ad-header: IN THE COURT OF THE HON'BLE CIVIL JUDGE AND JMFC AT K.G.F. xyxy=(12,855,111,869)
signature xyxy=(9,752,345,782)
advocate: Advocate for Petitioner: MUNISWAMY REDDY xyxy=(476,976,586,990)
ad-body: Petitioner: Jayanth. S. Versus Respondents: Ganesh. B.R. & Others. Respondent No: 01 Sri. Ganesh. B. R. S/o Rangegowda Aged about 32 Years, Residing at No.58, Badagalpura Village, Hadanuru Post, Mysuru District. PUBLIC NOTICE: The petitioner has filed the petition before this Hon'ble Court against the respondents for grant of compensation for the injuries. You are hereby requested to appear before this court on 17.03.2025 at 11.00 AM either in person or through your Advocate. xyxy=(7,1187,116,1292)
ad-header: ಮಾನ್ಯ ಹಿರಿಯ ಸಿವಿಲ್ ನ್ಯಾಯಾಧೀಶರ ನ್ಯಾಯಾಲಯ, ತುಮಕೂರು xyxy=(250,1121,349,1135)
ad-public-notice xyxy=(360,1174,470,1463)
